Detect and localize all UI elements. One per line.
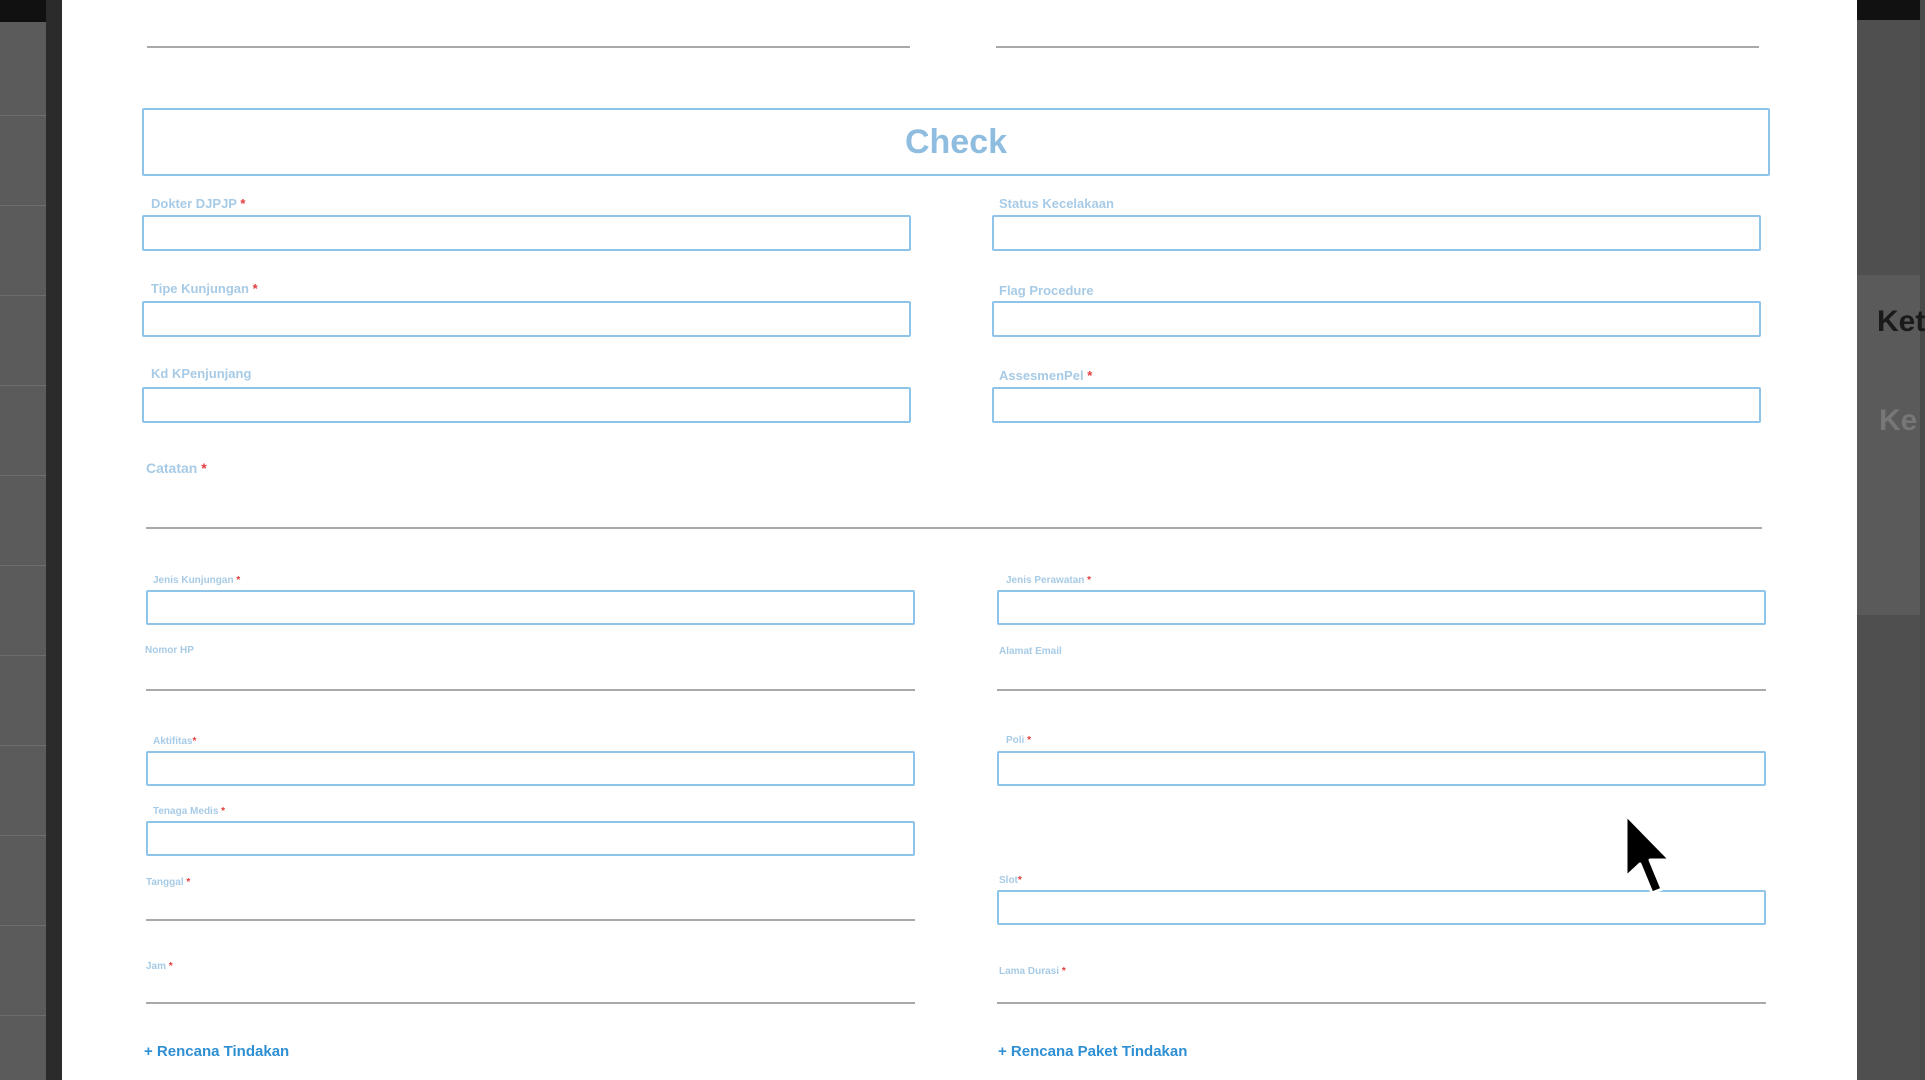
catatan-label: Catatan * (146, 460, 207, 476)
mouse-pointer-icon (1622, 813, 1684, 899)
background-right-panel (1857, 0, 1925, 1080)
alamat-email-input-underline[interactable] (997, 689, 1766, 691)
background-text: Ke (1879, 404, 1918, 437)
dokter-djpjp-field[interactable] (142, 215, 911, 251)
background-left-panel (0, 0, 62, 1080)
jenis-kunjungan-label: Jenis Kunjungan * (153, 575, 241, 586)
top-field-underline-right[interactable] (996, 46, 1759, 48)
status-kecelakaan-label: Status Kecelakaan (999, 196, 1114, 211)
background-divider (0, 925, 46, 926)
kd-kpenjunjang-label: Kd KPenjunjang (151, 366, 252, 381)
rencana-tindakan-link[interactable]: + Rencana Tindakan (144, 1043, 290, 1060)
background-divider (0, 115, 46, 116)
alamat-email-label: Alamat Email (999, 646, 1062, 657)
background-divider (0, 1015, 46, 1016)
nomor-hp-input-underline[interactable] (146, 689, 915, 691)
poli-field[interactable] (997, 751, 1766, 786)
flag-procedure-label: Flag Procedure (999, 283, 1094, 298)
jenis-perawatan-label: Jenis Perawatan * (1006, 575, 1092, 586)
jenis-kunjungan-field[interactable] (146, 590, 915, 625)
catatan-input-underline[interactable] (146, 527, 1762, 529)
jenis-perawatan-field[interactable] (997, 590, 1766, 625)
tenaga-medis-field[interactable] (146, 821, 915, 856)
lama-durasi-input-underline[interactable] (997, 1002, 1766, 1004)
jam-input-underline[interactable] (146, 1002, 915, 1004)
tanggal-label: Tanggal * (146, 877, 191, 888)
poli-label: Poli * (1006, 735, 1032, 746)
background-heading: Ket (1877, 305, 1925, 338)
background-divider (0, 745, 46, 746)
tipe-kunjungan-label: Tipe Kunjungan * (151, 281, 258, 296)
form-modal (62, 0, 1857, 1080)
check-button[interactable]: Check (142, 108, 1770, 176)
nomor-hp-label: Nomor HP (145, 645, 194, 656)
assesmen-pel-field[interactable] (992, 387, 1761, 423)
aktifitas-label: Aktifitas* (153, 736, 197, 747)
flag-procedure-field[interactable] (992, 301, 1761, 337)
background-shadow (46, 0, 62, 1080)
lama-durasi-label: Lama Durasi * (999, 966, 1066, 977)
rencana-paket-tindakan-link[interactable]: + Rencana Paket Tindakan (998, 1043, 1188, 1060)
background-divider (0, 385, 46, 386)
background-divider (0, 565, 46, 566)
top-field-underline-left[interactable] (147, 46, 910, 48)
assesmen-pel-label: AssesmenPel * (999, 368, 1093, 383)
tanggal-input-underline[interactable] (146, 919, 915, 921)
status-kecelakaan-field[interactable] (992, 215, 1761, 251)
kd-kpenjunjang-field[interactable] (142, 387, 911, 423)
background-divider (0, 205, 46, 206)
background-divider (0, 655, 46, 656)
dokter-djpjp-label: Dokter DJPJP * (151, 196, 246, 211)
background-divider (0, 475, 46, 476)
slot-label: Slot* (999, 875, 1022, 886)
tipe-kunjungan-field[interactable] (142, 301, 911, 337)
background-divider (0, 295, 46, 296)
tenaga-medis-label: Tenaga Medis * (153, 806, 226, 817)
aktifitas-field[interactable] (146, 751, 915, 786)
background-top-bar (1857, 0, 1920, 20)
jam-label: Jam * (146, 961, 173, 972)
background-divider (0, 835, 46, 836)
